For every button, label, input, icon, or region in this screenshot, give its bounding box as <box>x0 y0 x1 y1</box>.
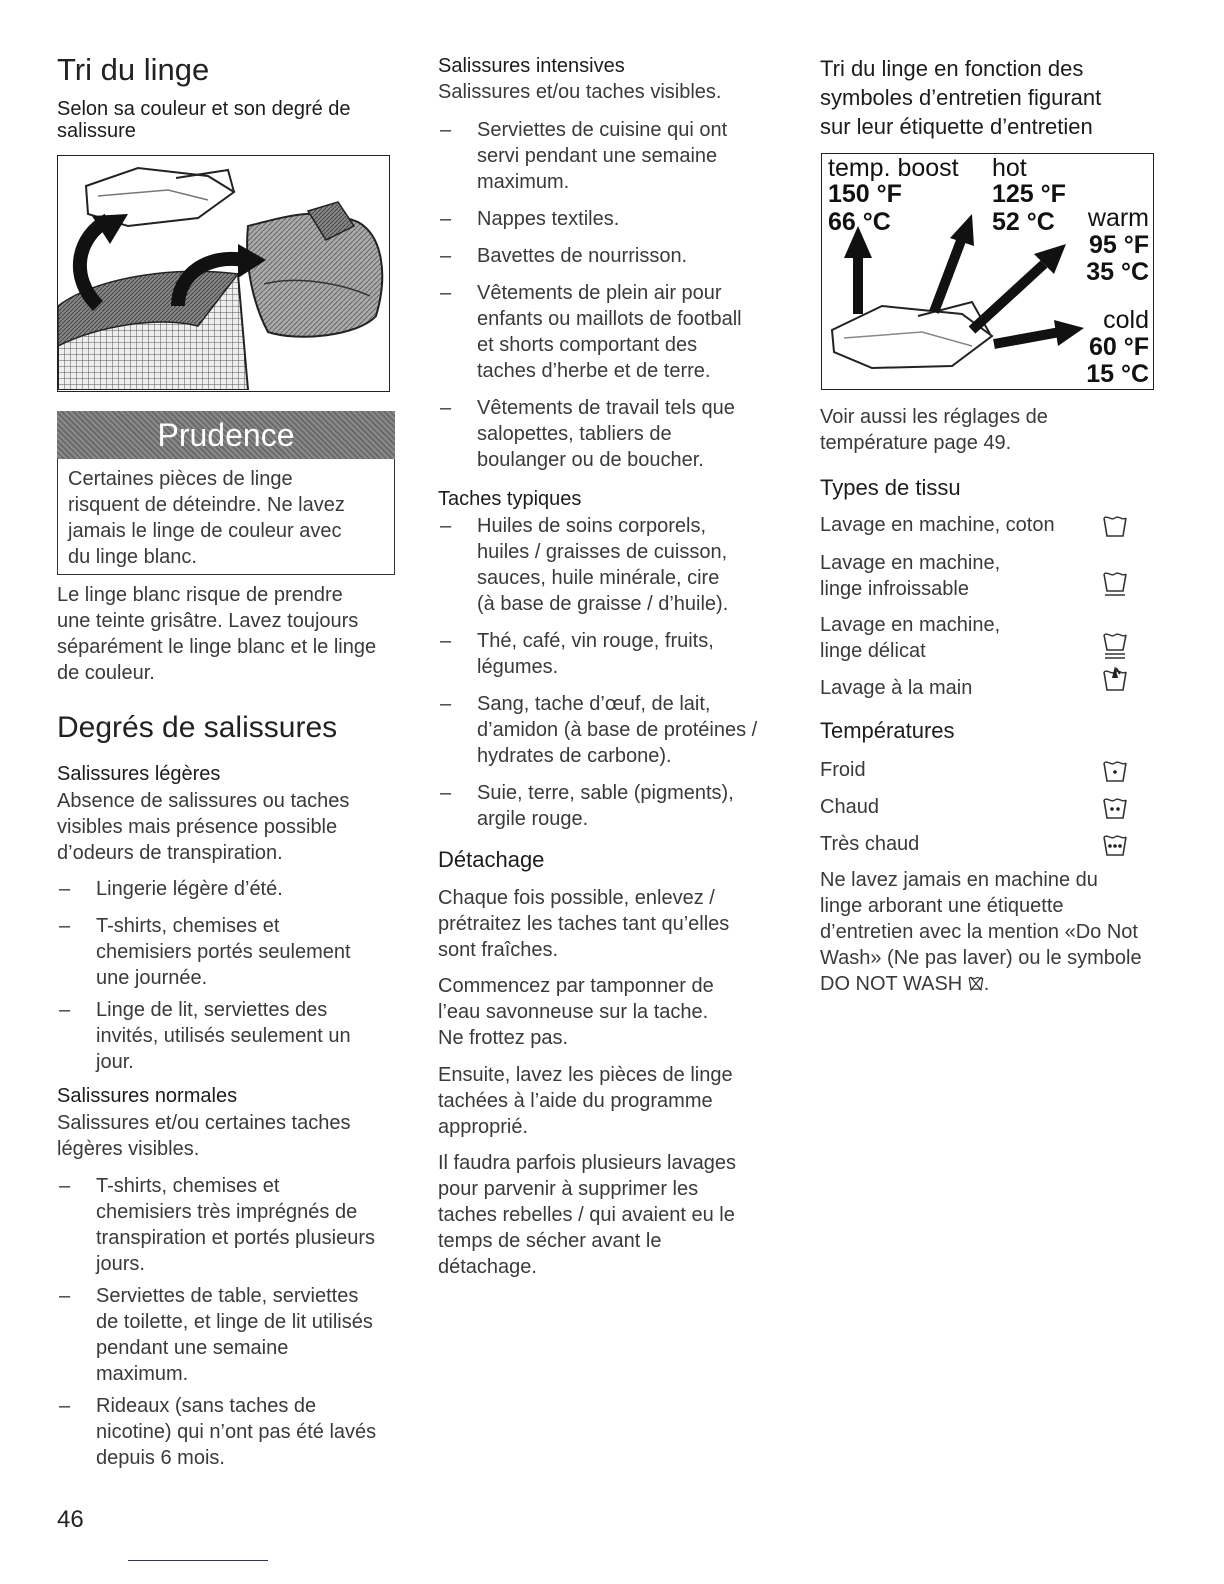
list-item: – Vêtements de travail tels que salopettes, tabliers de boulanger ou de boucher. <box>440 397 735 471</box>
text-line: d’entretien avec la mention «Do Not <box>820 921 1138 943</box>
list-item: – Vêtements de plein air pour enfants ou maillots de football et shorts comportant des taches d’herbe et de terre. <box>440 282 742 382</box>
white-laundry-note <box>57 582 402 686</box>
text-line: visibles mais présence possible <box>57 816 338 838</box>
text-line: Ensuite, lavez les pièces de linge <box>438 1064 733 1086</box>
text-line: Voir aussi les réglages de <box>820 406 1048 428</box>
typical-stains-list <box>438 513 783 843</box>
washtub-one-dot-icon <box>1102 757 1128 785</box>
temperature-row: Froid <box>820 759 866 781</box>
normal-soil-list <box>57 1173 402 1482</box>
list-item: – T-shirts, chemises et chemisiers portés seulement une journée. <box>59 915 351 989</box>
light-soil-heading: Salissures légères <box>57 763 221 785</box>
intensive-soil-heading: Salissures intensives <box>438 55 625 77</box>
fabric-row: Lavage en machine, linge délicat <box>820 614 1001 662</box>
stain-removal-para <box>438 1062 783 1140</box>
temp-cold-label: cold <box>1103 306 1149 334</box>
text-line: d’odeurs de transpiration. <box>57 842 283 864</box>
washtub-icon <box>1102 512 1128 540</box>
text-line: temps de sécher avant le <box>438 1230 662 1252</box>
temperature-diagram <box>821 153 1154 390</box>
text-line: de couleur. <box>57 662 155 684</box>
text-line: prétraitez les taches tant qu’elles <box>438 913 730 935</box>
care-label-title <box>820 54 1165 141</box>
temp-hot-c: 52 °C <box>992 208 1055 236</box>
fabric-row: Lavage en machine, linge infroissable <box>820 552 1001 600</box>
stain-removal-para <box>438 973 783 1051</box>
text-line: Absence de salissures ou taches <box>57 790 350 812</box>
list-item: – Rideaux (sans taches de nicotine) qui n’ont pas été lavés depuis 6 mois. <box>59 1395 377 1469</box>
fabric-types-heading: Types de tissu <box>820 475 961 500</box>
temp-warm-f: 95 °F <box>1088 231 1149 259</box>
temp-hot-label: hot <box>992 154 1027 182</box>
text-line: Commencez par tamponner de <box>438 975 714 997</box>
normal-soil-heading: Salissures normales <box>57 1085 238 1107</box>
list-item: – Serviettes de cuisine qui ont servi pendant une semaine maximum. <box>440 119 728 193</box>
list-item: – Sang, tache d’œuf, de lait, d’amidon (à base de protéines / hydrates de carbone). <box>440 693 758 767</box>
text-line: Le linge blanc risque de prendre <box>57 584 343 606</box>
text-line: Salissures et/ou certaines taches <box>57 1112 351 1134</box>
caution-line: du linge blanc. <box>68 546 197 568</box>
text-line: Wash» (Ne pas laver) ou le symbole <box>820 947 1142 969</box>
text-line: détachage. <box>438 1256 537 1278</box>
intensive-soil-list <box>438 117 783 484</box>
washtub-two-dots-icon <box>1102 794 1128 822</box>
page-number: 46 <box>57 1506 84 1533</box>
temperatures-list <box>820 757 1150 867</box>
text-line: une teinte grisâtre. Lavez toujours <box>57 610 359 632</box>
temp-cold-c: 15 °C <box>1086 360 1149 388</box>
temperature-row: Chaud <box>820 796 879 818</box>
fabric-row: Lavage en machine, coton <box>820 514 1055 536</box>
washtub-double-bar-icon <box>1102 632 1128 660</box>
text-line: Il faudra parfois plusieurs lavages <box>438 1152 736 1174</box>
laundry-basket-icon <box>58 156 388 390</box>
text-line: Ne frottez pas. <box>438 1027 569 1049</box>
text-line: DO NOT WASH . <box>820 973 990 995</box>
text-line: taches rebelles / qui avaient eu le <box>438 1204 735 1226</box>
text-line: Chaque fois possible, enlevez / <box>438 887 715 909</box>
caution-heading: Prudence <box>57 411 395 459</box>
temp-boost-label: temp. boost <box>828 154 959 182</box>
fabric-types-list <box>820 512 1150 712</box>
sorting-subtitle: Selon sa couleur et son degré de salissure <box>57 98 351 142</box>
text-line: Ne lavez jamais en machine du <box>820 869 1098 891</box>
typical-stains-heading: Taches typiques <box>438 488 582 510</box>
stain-removal-para <box>438 1150 783 1280</box>
hand-wash-icon <box>1102 664 1128 692</box>
title-line: symboles d’entretien figurant <box>820 85 1102 110</box>
text-line: Salissures et/ou taches visibles. <box>438 81 722 103</box>
temp-warm-label: warm <box>1087 204 1149 232</box>
normal-soil-text <box>57 1110 402 1162</box>
list-item: – Serviettes de table, serviettes de toilette, et linge de lit utilisés pendant une semaine maximum. <box>59 1285 373 1385</box>
light-soil-list <box>57 876 402 1086</box>
intensive-soil-text <box>438 79 783 105</box>
caution-line: risquent de déteindre. Ne lavez <box>68 494 345 516</box>
do-not-wash-icon <box>968 974 984 992</box>
text-line: séparément le linge blanc et le linge <box>57 636 377 658</box>
footer-rule <box>128 1560 268 1561</box>
text-line: l’eau savonneuse sur la tache. <box>438 1001 709 1023</box>
light-soil-text <box>57 788 402 866</box>
text-line: linge arborant une étiquette <box>820 895 1064 917</box>
stain-removal-heading: Détachage <box>438 847 545 872</box>
list-item: – Suie, terre, sable (pigments), argile rouge. <box>440 782 734 830</box>
temp-boost-c: 66 °C <box>828 208 891 236</box>
list-item: – Lingerie légère d’été. <box>59 878 283 900</box>
list-item: – Thé, café, vin rouge, fruits, légumes. <box>440 630 714 678</box>
list-item: – T-shirts, chemises et chemisiers très imprégnés de transpiration et portés plusieurs jours. <box>59 1175 376 1275</box>
list-item: – Bavettes de nourrisson. <box>440 245 688 267</box>
stain-removal-para <box>438 885 783 963</box>
caution-box <box>57 459 395 575</box>
text-line: approprié. <box>438 1116 529 1138</box>
text-line: pour parvenir à supprimer les <box>438 1178 699 1200</box>
list-item: – Huiles de soins corporels, huiles / graisses de cuisson, sauces, huile minérale, cire (à base de graisse / d’huile). <box>440 515 729 615</box>
caution-line: Certaines pièces de linge <box>68 468 293 490</box>
text-line: tachées à l’aide du programme <box>438 1090 713 1112</box>
temperature-row: Très chaud <box>820 833 920 855</box>
title-line: sur leur étiquette d’entretien <box>820 114 1093 139</box>
fabric-row: Lavage à la main <box>820 677 973 699</box>
do-not-wash-warning <box>820 867 1165 997</box>
washtub-single-bar-icon <box>1102 570 1128 598</box>
text-line: température page 49. <box>820 432 1012 454</box>
see-also-note <box>820 404 1165 456</box>
caution-line: jamais le linge de couleur avec <box>68 520 342 542</box>
list-item: – Nappes textiles. <box>440 208 620 230</box>
text-line: légères visibles. <box>57 1138 200 1160</box>
temp-hot-f: 125 °F <box>992 180 1066 208</box>
temp-cold-f: 60 °F <box>1088 333 1149 361</box>
washtub-three-dots-icon <box>1102 831 1128 859</box>
temperatures-heading: Températures <box>820 718 955 743</box>
laundry-sorting-illustration <box>57 155 390 392</box>
temp-warm-c: 35 °C <box>1086 258 1149 286</box>
text-line: sont fraîches. <box>438 939 559 961</box>
section-title-sorting: Tri du linge <box>57 52 210 87</box>
section-title-soil-degrees: Degrés de salissures <box>57 711 338 744</box>
title-line: Tri du linge en fonction des <box>820 56 1084 81</box>
list-item: – Linge de lit, serviettes des invités, utilisés seulement un jour. <box>59 999 351 1073</box>
temp-boost-f: 150 °F <box>828 180 902 208</box>
